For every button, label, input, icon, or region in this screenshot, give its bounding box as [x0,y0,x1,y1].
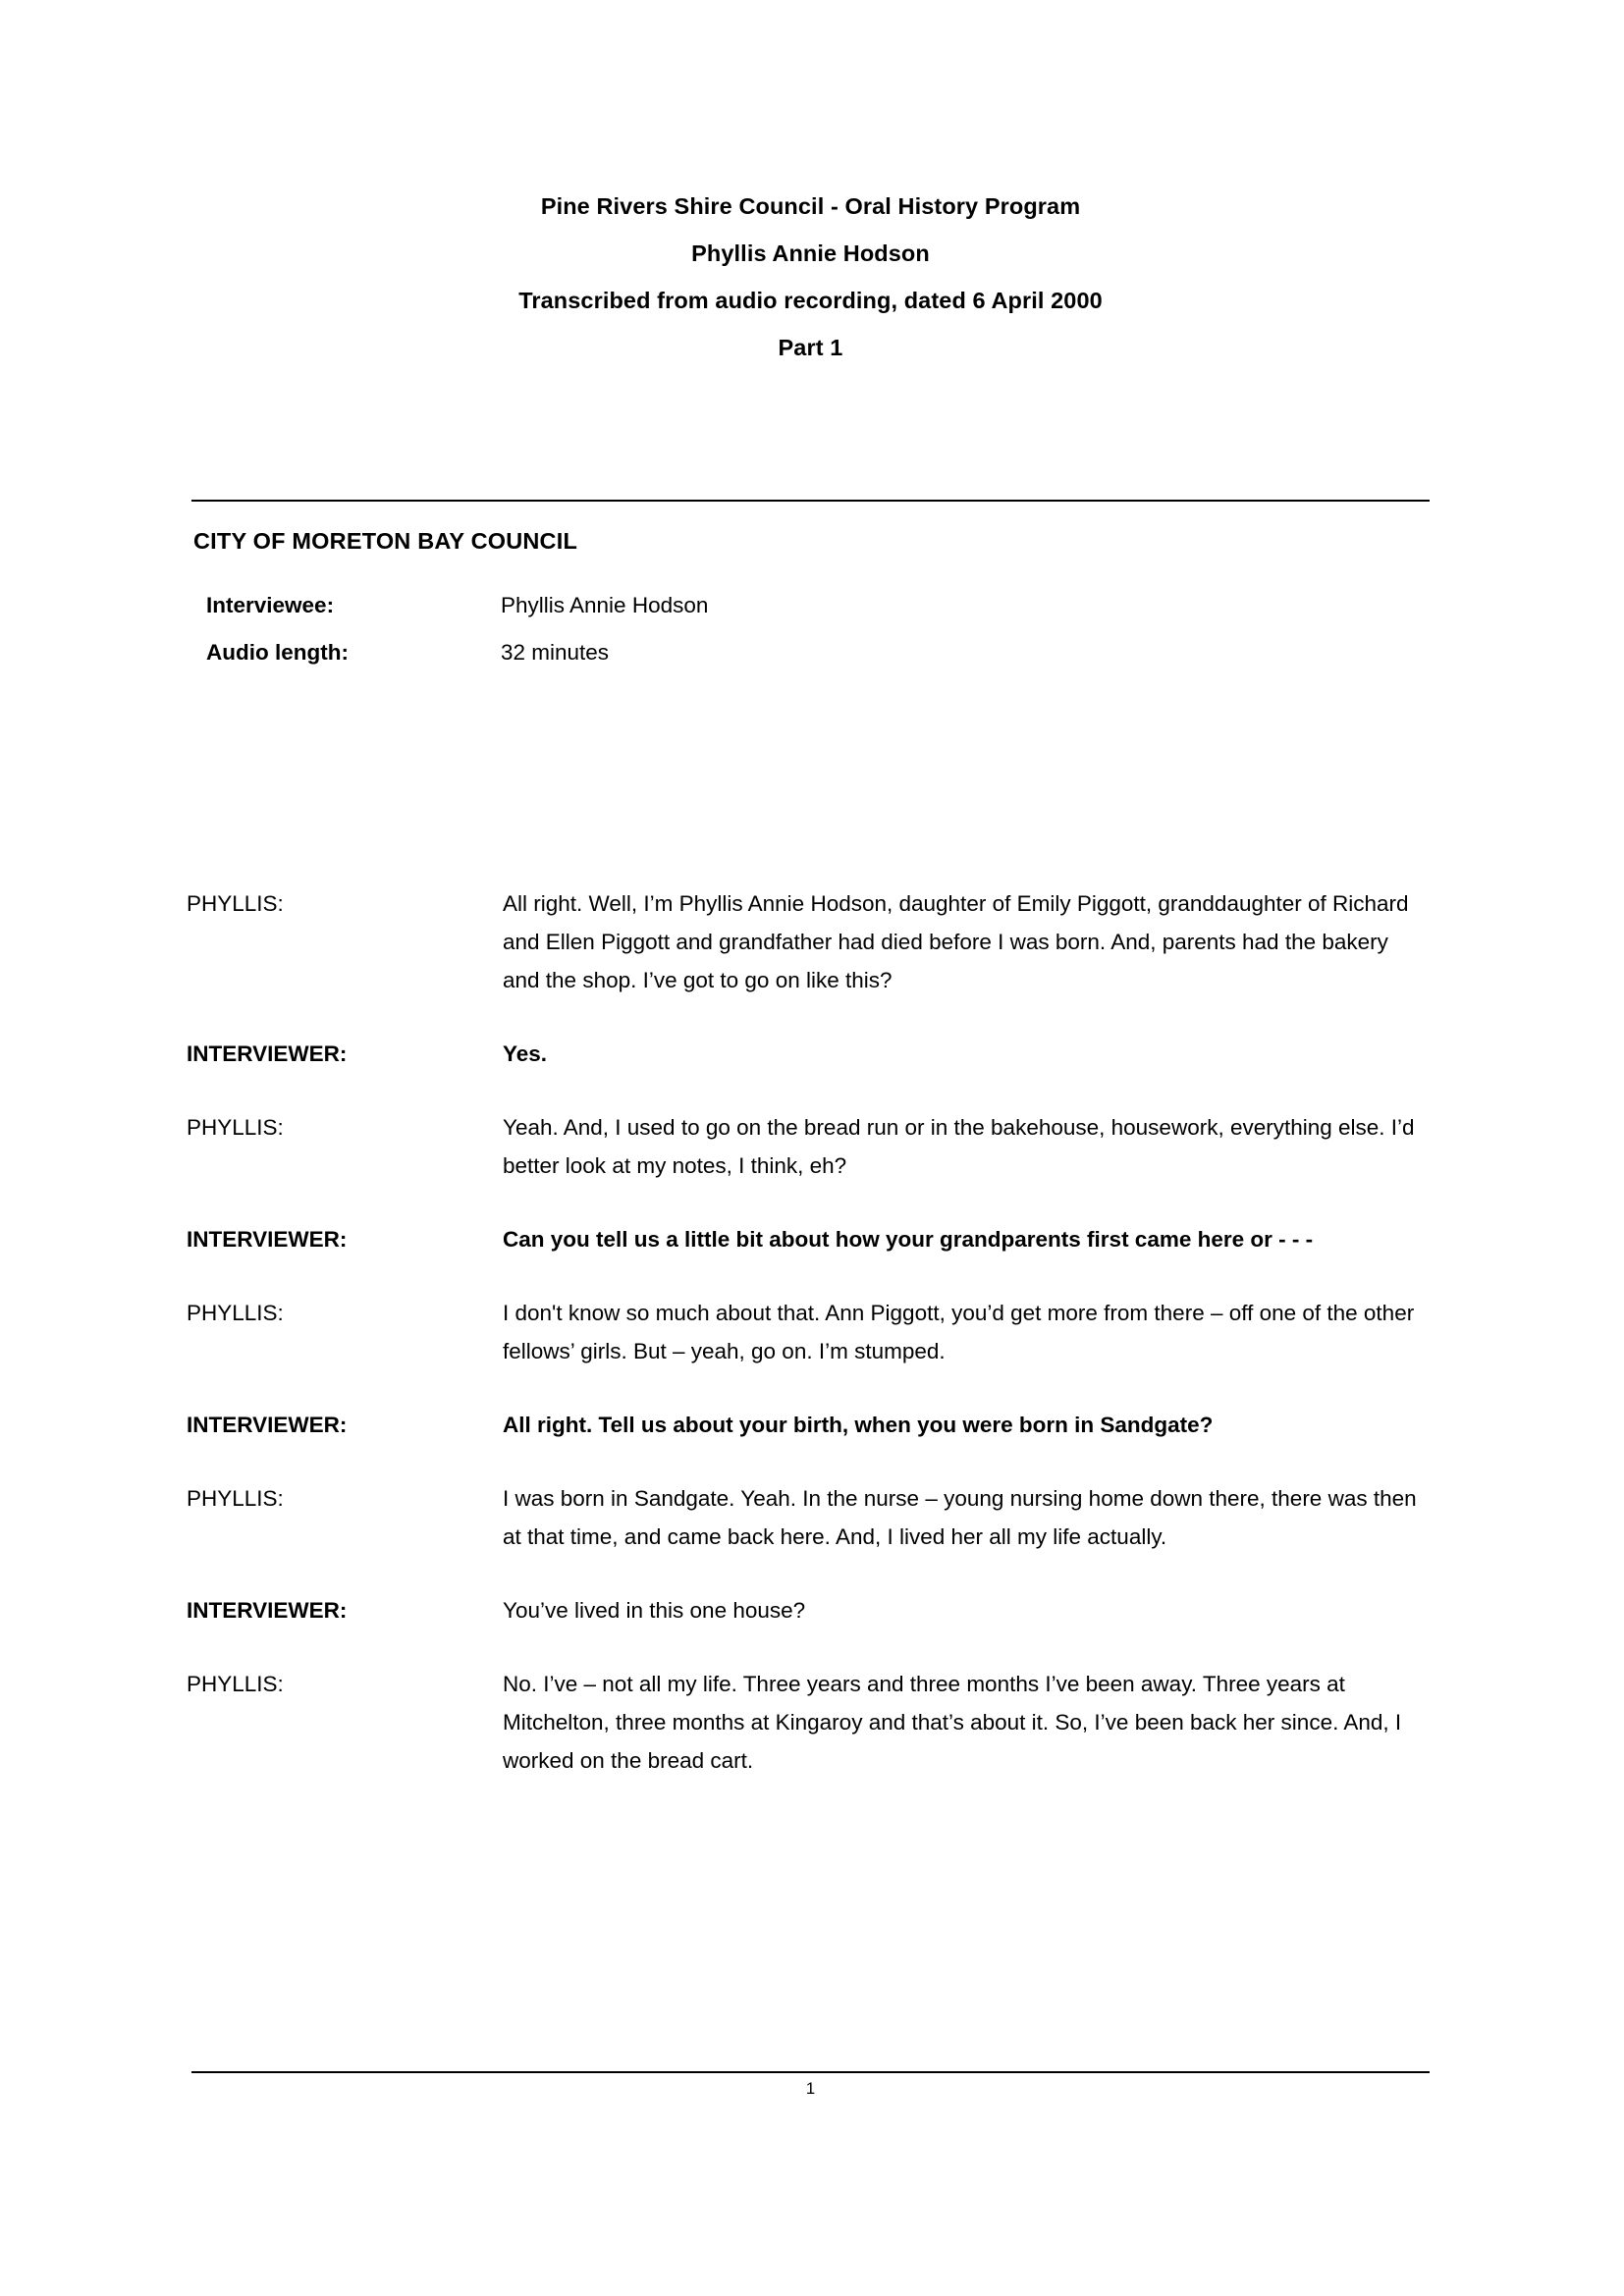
speaker-label: PHYLLIS: [187,1115,284,1140]
title-line-interviewee-name: Phyllis Annie Hodson [691,240,930,266]
speech-text: Yeah. And, I used to go on the bread run or in the bakehouse, housework, everything else. I’d better look at my notes, I think, eh? [503,1115,1415,1178]
transcript-turn [0,1108,1624,1185]
speaker-label: PHYLLIS: [187,891,284,916]
title-line-program: Pine Rivers Shire Council - Oral History Program [540,193,1081,219]
title-line-part: Part 1 [778,335,843,360]
speech-text: You’ve lived in this one house? [503,1598,806,1623]
metadata-value-interviewee: Phyllis Annie Hodson [501,593,709,617]
transcript-turn [0,884,1624,999]
page-number: 1 [805,2079,816,2098]
speaker-label: PHYLLIS: [187,1301,284,1325]
title-line-transcription-date: Transcribed from audio recording, dated 6 April 2000 [518,288,1103,313]
speech-text: I was born in Sandgate. Yeah. In the nurse – young nursing home down there, there was then at that time, and came back here. And, I lived her all my life actually. [503,1486,1417,1549]
council-heading: CITY OF MORETON BAY COUNCIL [193,528,578,554]
speech-text: Yes. [503,1041,548,1066]
speech-text: No. I’ve – not all my life. Three years and three months I’ve been away. Three years at Mitchelton, three months at Kingaroy and that’s about it. So, I’ve been back her since. And, I worked on the bread cart. [503,1672,1402,1773]
speaker-label: INTERVIEWER: [187,1041,348,1066]
transcript-turn [0,1035,1624,1073]
footer-divider [191,2071,1430,2073]
transcript-body [0,884,1624,1815]
header-divider [191,500,1430,502]
transcript-turn [0,1294,1624,1370]
speech-text: All right. Well, I’m Phyllis Annie Hodson, daughter of Emily Piggott, granddaughter of Richard and Ellen Piggott and grandfather had died before I was born. And, parents had the bakery and the shop. I’ve got to go on like this? [503,891,1409,992]
speaker-label: INTERVIEWER: [187,1413,348,1437]
speech-text: Can you tell us a little bit about how your grandparents first came here or - - - [503,1227,1314,1252]
metadata-label-audio-length: Audio length: [206,640,349,665]
transcript-turn [0,1406,1624,1444]
speech-text: I don't know so much about that. Ann Piggott, you’d get more from there – off one of the other fellows’ girls. But – yeah, go on. I’m stumped. [503,1301,1415,1363]
transcript-turn [0,1220,1624,1258]
transcript-turn [0,1479,1624,1556]
transcript-turn [0,1591,1624,1629]
metadata-block [206,593,1434,687]
metadata-row-audio-length [206,640,1434,687]
speaker-label: INTERVIEWER: [187,1227,348,1252]
metadata-label-interviewee: Interviewee: [206,593,335,617]
speech-text: All right. Tell us about your birth, when you were born in Sandgate? [503,1413,1214,1437]
metadata-value-audio-length: 32 minutes [501,640,610,665]
speaker-label: PHYLLIS: [187,1486,284,1511]
title-block [191,183,1430,371]
transcript-turn [0,1665,1624,1780]
speaker-label: PHYLLIS: [187,1672,284,1696]
metadata-row-interviewee [206,593,1434,640]
speaker-label: INTERVIEWER: [187,1598,348,1623]
